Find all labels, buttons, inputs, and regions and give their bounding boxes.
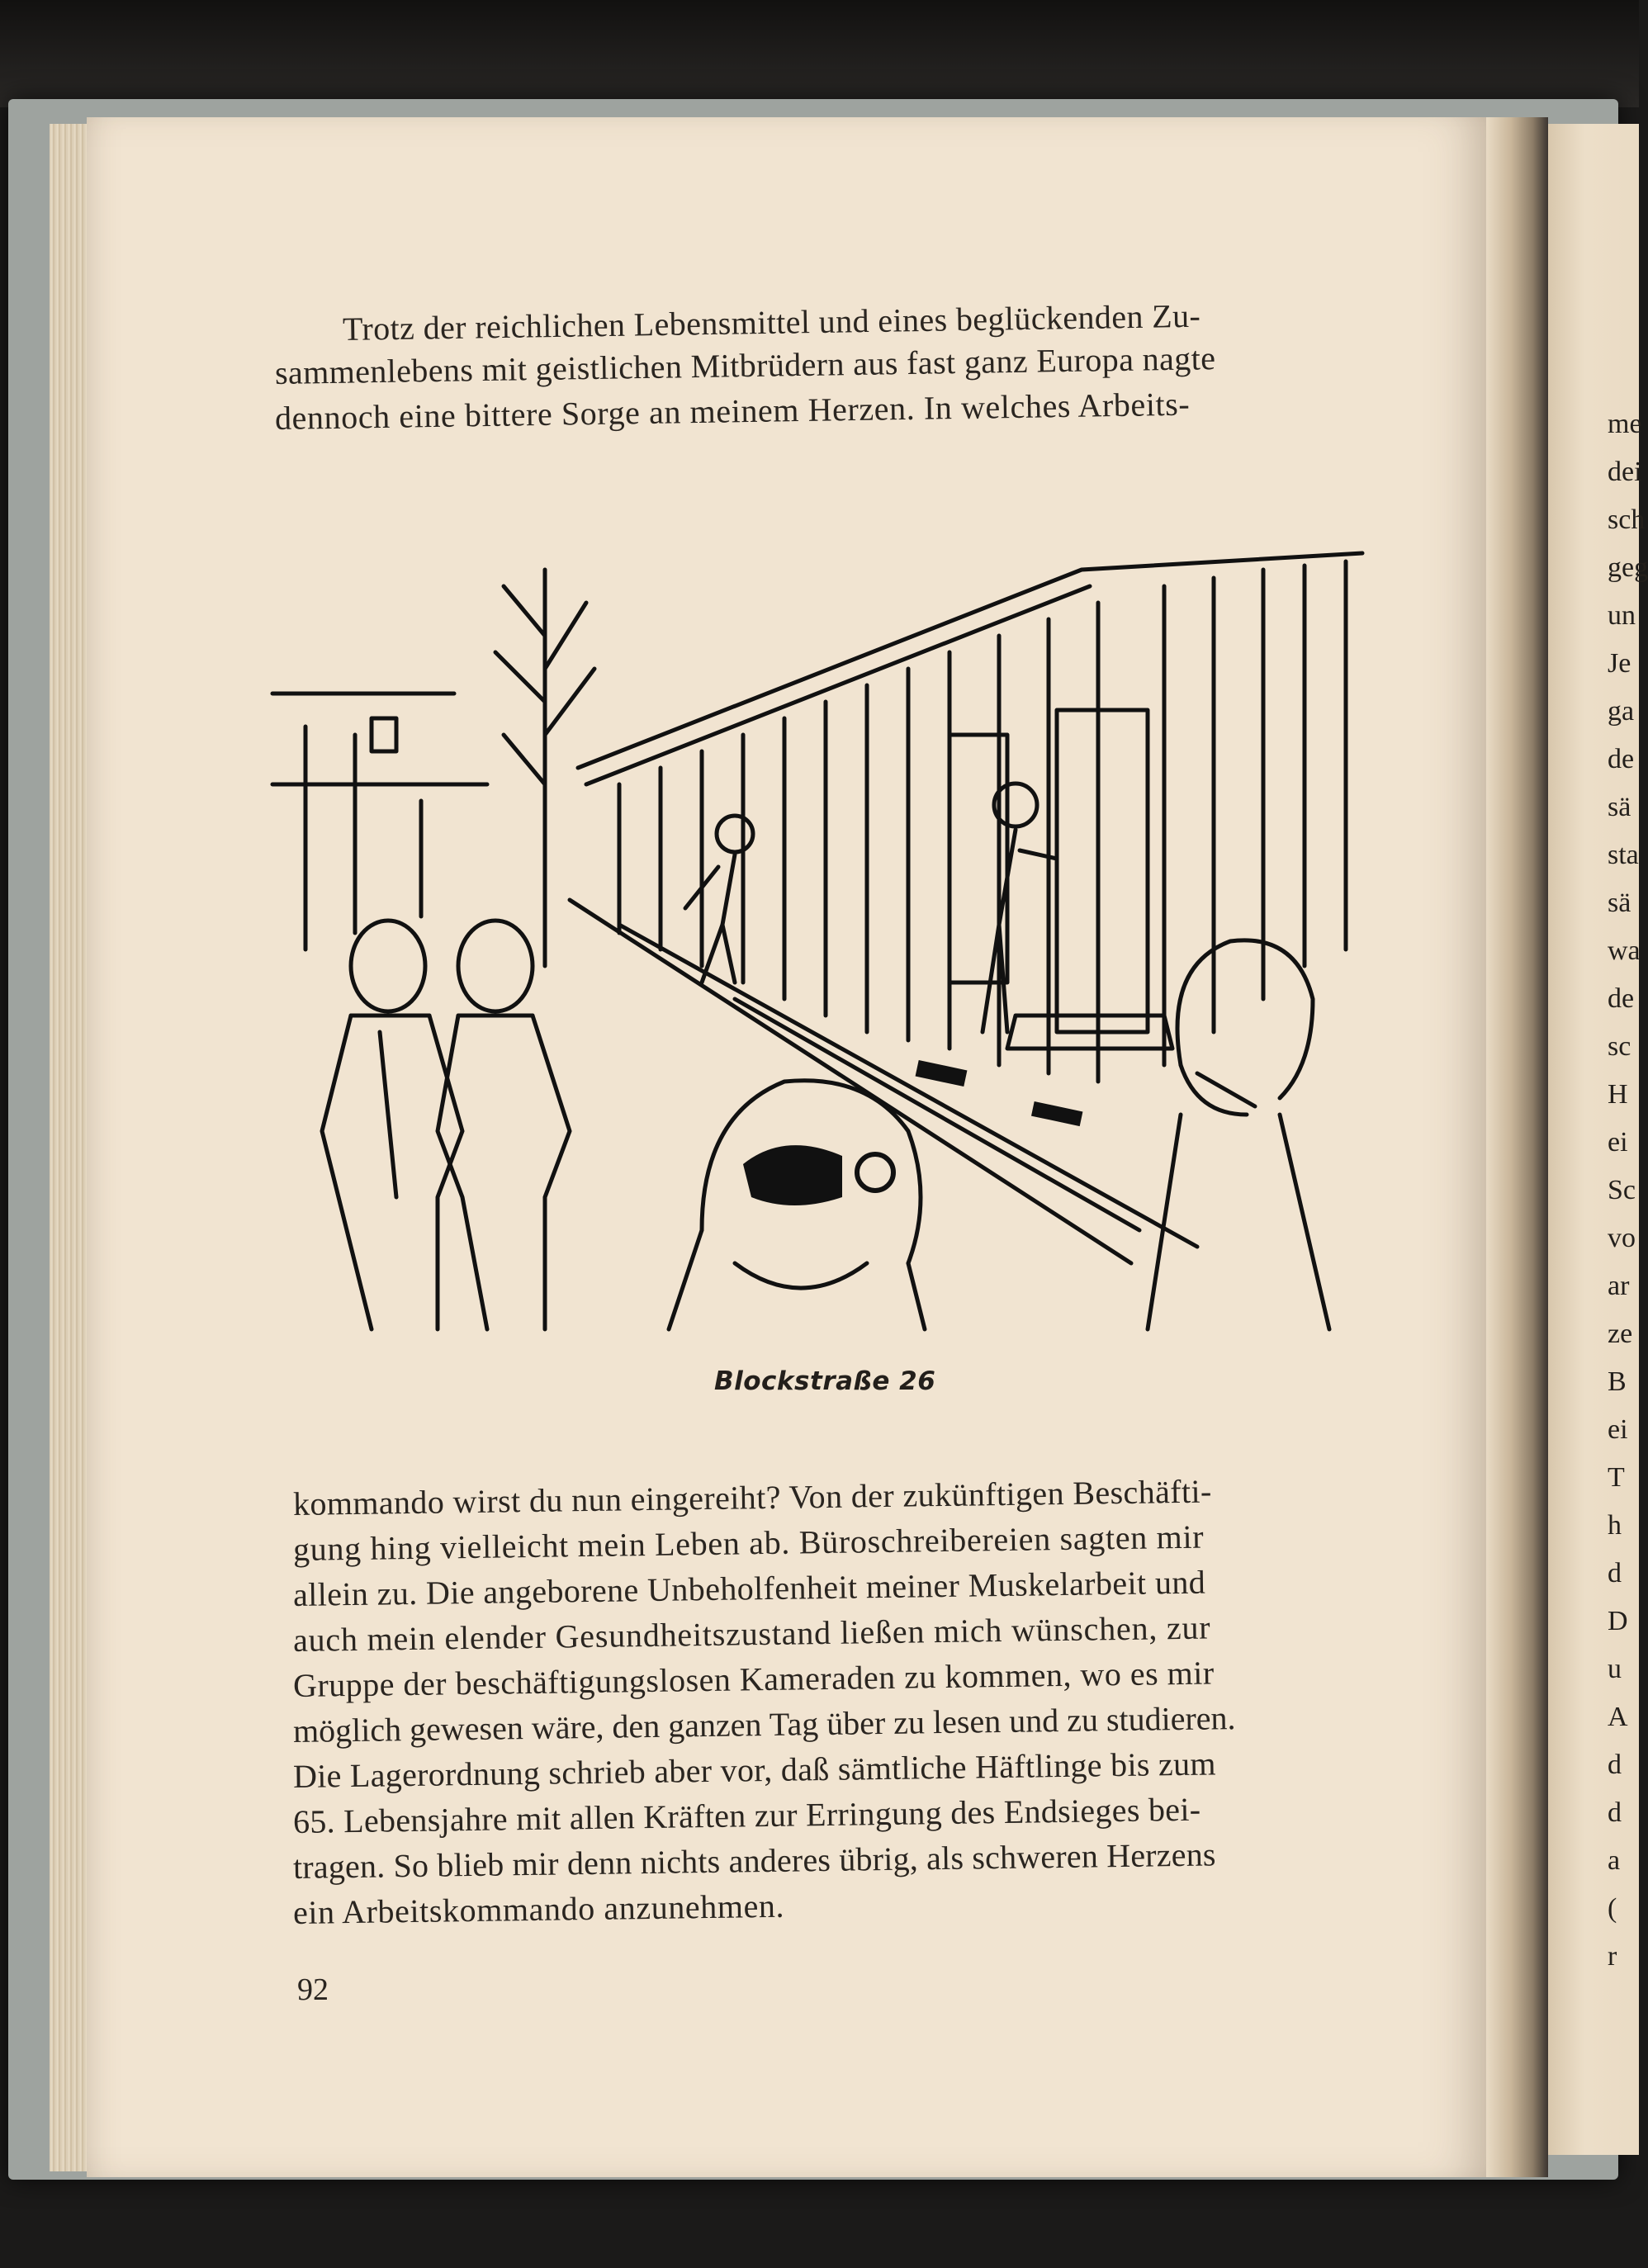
- facing-page-fragment: wa: [1608, 935, 1641, 966]
- facing-page-fragment: sc: [1608, 1031, 1631, 1062]
- facing-page-fragment: sta: [1608, 840, 1639, 870]
- facing-page-fragment: Sc: [1608, 1175, 1636, 1205]
- facing-page-fragment: D: [1608, 1606, 1628, 1636]
- book-gutter: [1486, 117, 1548, 2177]
- facing-page-fragment: a: [1608, 1845, 1621, 1876]
- facing-page-fragment: ar: [1608, 1271, 1630, 1301]
- facing-page-fragment: T: [1608, 1462, 1625, 1493]
- facing-page-fragment: d: [1608, 1750, 1622, 1780]
- body-line: gung hing vielleicht mein Leben ab. Büroschreibereien sagten mir: [292, 1518, 1205, 1568]
- facing-page-fragment: H: [1608, 1079, 1628, 1110]
- facing-page-fragment: un: [1608, 600, 1636, 631]
- facing-page-fragment: sch: [1608, 504, 1646, 535]
- body-line: möglich gewesen wäre, den ganzen Tag über zu lesen und zu studieren.: [292, 1699, 1236, 1750]
- facing-page-fragment: sä: [1608, 792, 1631, 822]
- body-line: Trotz der reichlichen Lebensmittel und eines beglückenden Zu-: [342, 296, 1201, 348]
- body-line: dennoch eine bittere Sorge an meinem Herzen. In welches Arbeits-: [274, 385, 1191, 437]
- body-line: sammenlebens mit geistlichen Mitbrüdern aus fast ganz Europa nagte: [274, 339, 1216, 391]
- facing-page-fragment: ze: [1608, 1319, 1633, 1349]
- facing-page-fragment: Je: [1608, 648, 1631, 679]
- body-line: Die Lagerordnung schrieb aber vor, daß sämtliche Häftlinge bis zum: [292, 1745, 1217, 1795]
- facing-page-fragment: geg: [1608, 552, 1648, 583]
- facing-page-fragment: ei: [1608, 1127, 1628, 1158]
- body-line: auch mein elender Gesundheitszustand ließen mich wünschen, zur: [292, 1608, 1211, 1659]
- page-number: 92: [297, 1972, 329, 2007]
- facing-page-fragment: A: [1608, 1702, 1628, 1732]
- body-line: 65. Lebensjahre mit allen Kräften zur Erringung des Endsieges bei-: [292, 1790, 1201, 1840]
- body-line: ein Arbeitskommando anzunehmen.: [292, 1887, 785, 1931]
- facing-page-fragment: d: [1608, 1558, 1622, 1589]
- background-top: [0, 0, 1639, 107]
- facing-page-fragment: ga: [1608, 696, 1635, 727]
- facing-page-fragment: h: [1608, 1510, 1622, 1541]
- facing-page-fragment: (: [1608, 1893, 1617, 1924]
- facing-page-fragment: d: [1608, 1797, 1622, 1828]
- illustration-caption: Blockstraße 26: [714, 1366, 936, 1396]
- facing-page-fragment: u: [1608, 1654, 1622, 1684]
- facing-page-fragment: B: [1608, 1366, 1627, 1397]
- facing-page-fragment: me: [1608, 409, 1642, 439]
- facing-page-fragment: de: [1608, 983, 1635, 1014]
- illustration-blockstrasse: [272, 537, 1371, 1329]
- facing-page-fragment: de: [1608, 744, 1635, 774]
- body-line: allein zu. Die angeborene Unbeholfenheit meiner Muskelarbeit und: [292, 1563, 1206, 1613]
- body-line: tragen. So blieb mir denn nichts anderes übrig, als schweren Herzens: [292, 1835, 1216, 1886]
- facing-page-fragment: sä: [1608, 888, 1631, 918]
- body-line: kommando wirst du nun eingereiht? Von der zukünftigen Beschäfti-: [292, 1472, 1212, 1522]
- facing-page-fragment: ei: [1608, 1414, 1628, 1445]
- facing-page-fragment: vo: [1608, 1223, 1636, 1253]
- facing-page-fragment: r: [1608, 1941, 1617, 1972]
- body-line: Gruppe der beschäftigungslosen Kameraden zu kommen, wo es mir: [292, 1654, 1215, 1704]
- facing-page-fragment: dei: [1608, 457, 1642, 487]
